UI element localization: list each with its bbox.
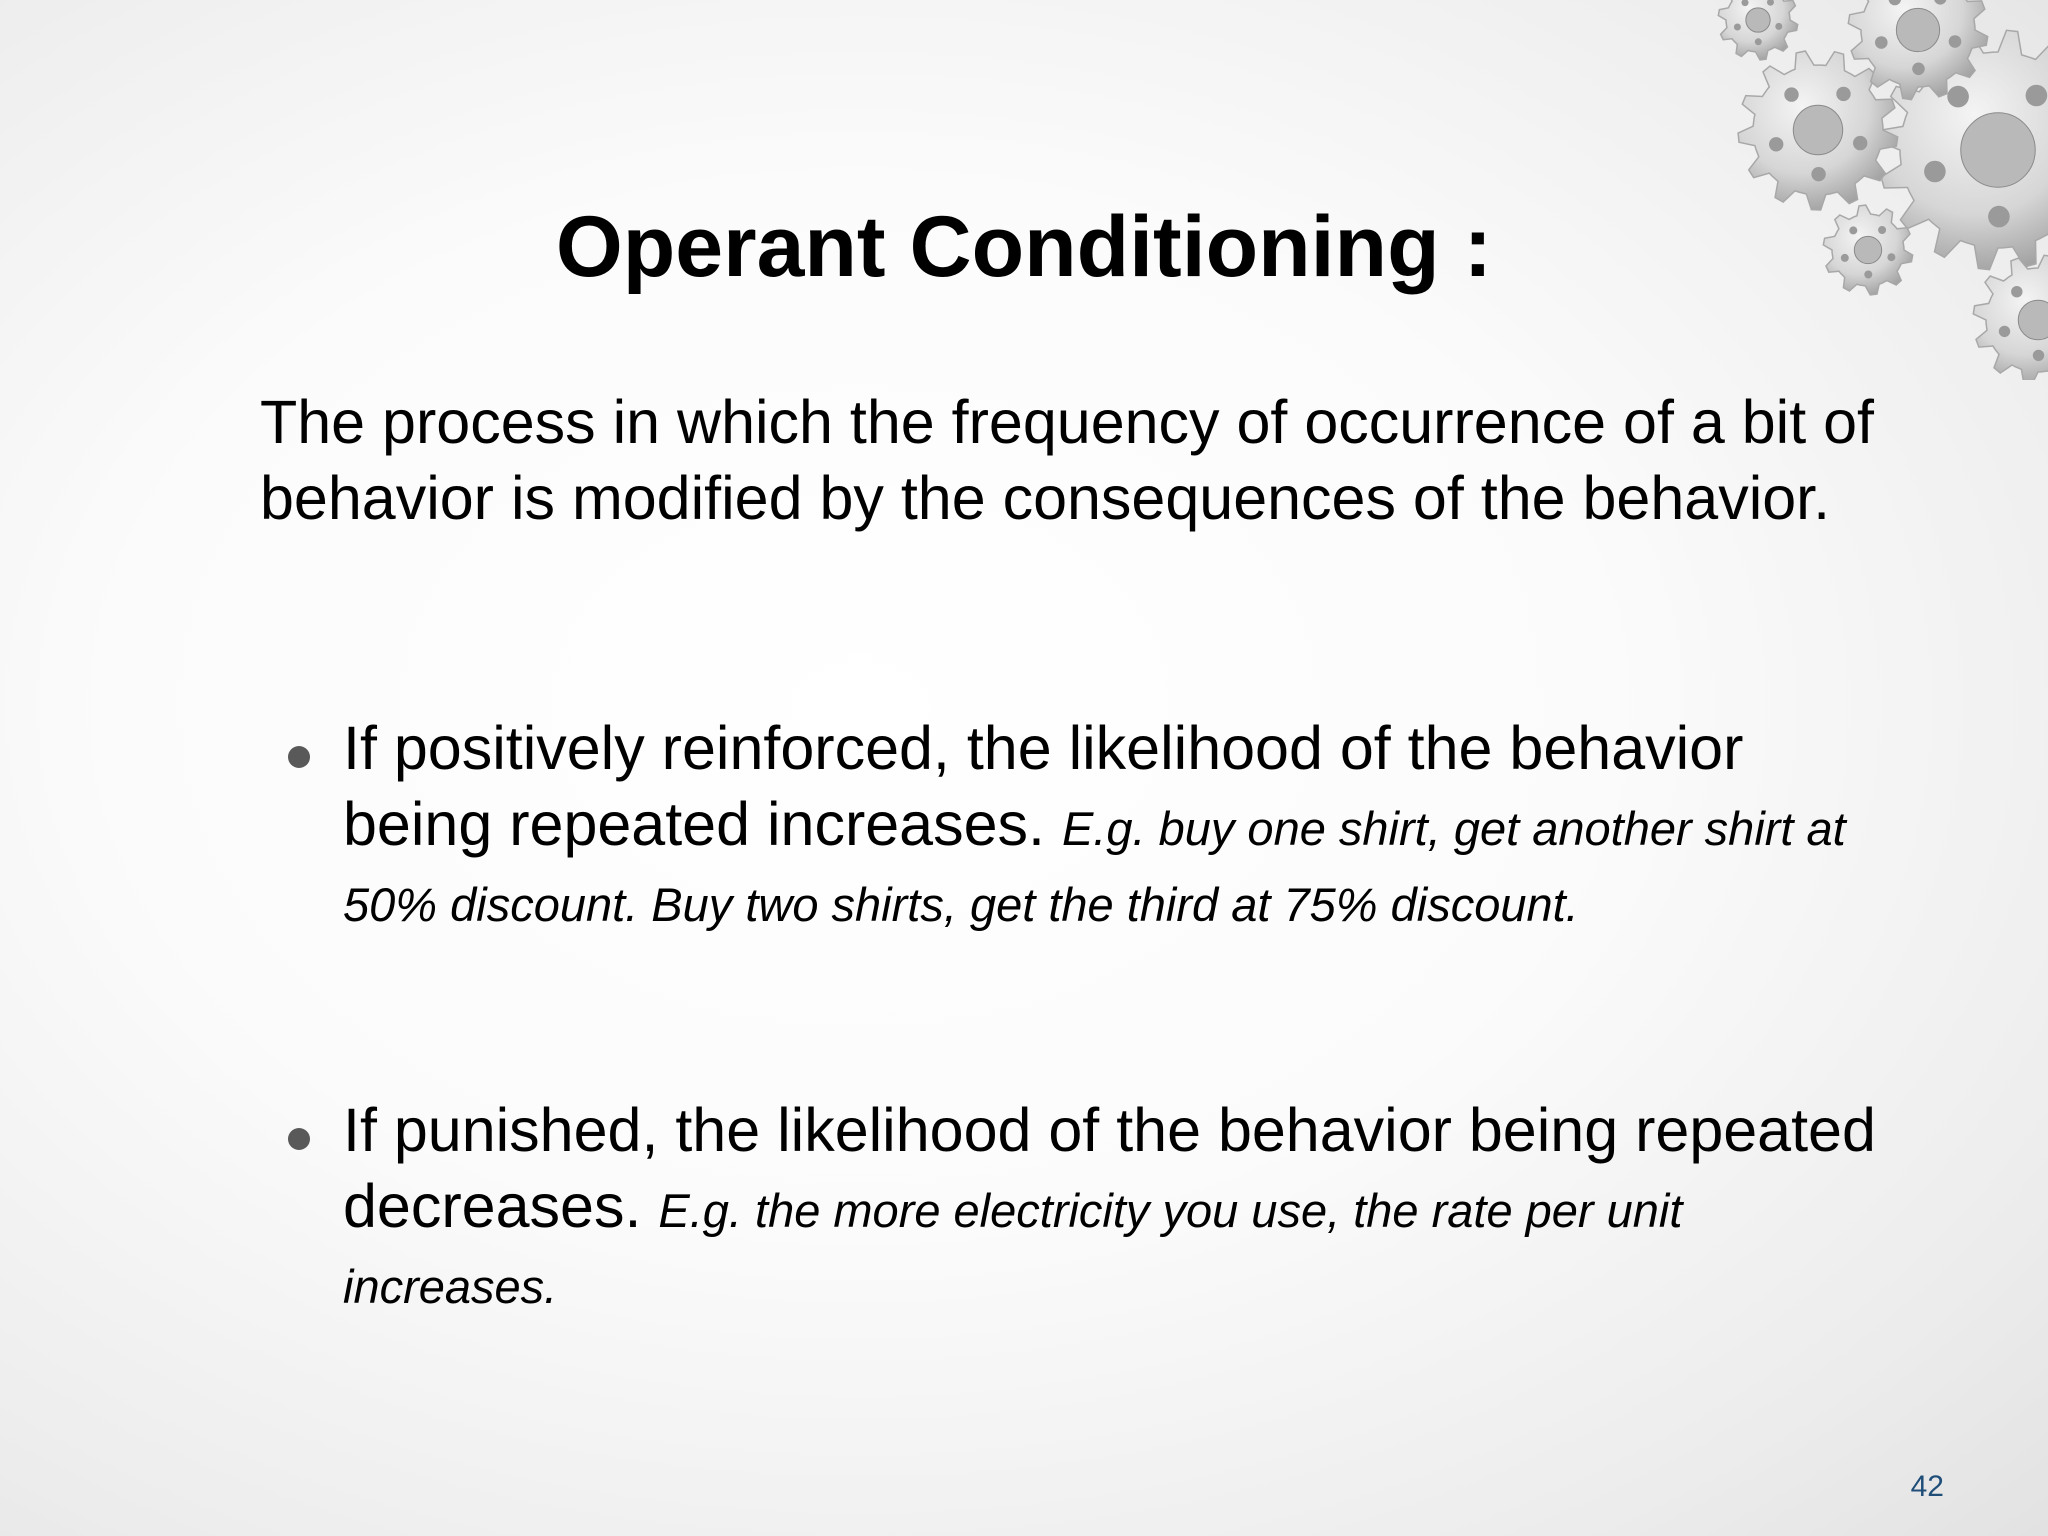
gear-cutout — [1775, 23, 1782, 30]
bullet-icon — [288, 746, 310, 768]
gear-cutout — [1811, 167, 1825, 181]
gear-cutout — [1875, 36, 1888, 49]
bullet-statement: If punished, the likelihood of the behavior being repeated decreases. — [343, 1096, 1876, 1240]
gear-cutout — [1947, 86, 1969, 108]
bullet-text — [343, 1092, 1908, 1320]
gear-cutout — [1755, 38, 1762, 45]
gear-cutout — [2033, 350, 2044, 361]
gear-cutout — [1853, 136, 1867, 150]
gear-cutout — [1836, 87, 1850, 101]
bullet-text — [343, 710, 1908, 938]
gear-cutout — [1949, 35, 1962, 48]
bullet-example: E.g. the more electricity you use, the rate per unit increases. — [343, 1184, 1683, 1313]
intro-paragraph: The process in which the frequency of occurrence of a bit of behavior is modified by the consequences of the behavior. — [260, 388, 1874, 532]
gear-cutout — [1784, 87, 1798, 101]
page-number: 42 — [1910, 1470, 1944, 1503]
gear-cutout — [1734, 24, 1741, 31]
gears-icon — [1668, 0, 2048, 380]
gear-hole — [1896, 8, 1939, 51]
bullet-example: E.g. buy one shirt, get another shirt at 50% discount. Buy two shirts, get the third at 75% discount. — [343, 802, 1846, 931]
list-item — [288, 1092, 1908, 1320]
gear-hole — [1961, 113, 2035, 187]
gear-hole — [1746, 8, 1770, 32]
gear-hole — [1793, 105, 1842, 154]
bullet-icon — [288, 1128, 310, 1150]
gear-cutout — [1924, 161, 1946, 183]
gear-cutout — [1999, 326, 2010, 337]
slide-title: Operant Conditioning : — [555, 199, 1493, 295]
bullet-statement: If positively reinforced, the likelihood of the behavior being repeated increases. — [343, 714, 1744, 858]
gear-cutout — [2026, 85, 2048, 107]
list-item — [288, 710, 1908, 938]
gear-cutout — [1912, 63, 1925, 76]
gear-cutout — [1769, 137, 1783, 151]
